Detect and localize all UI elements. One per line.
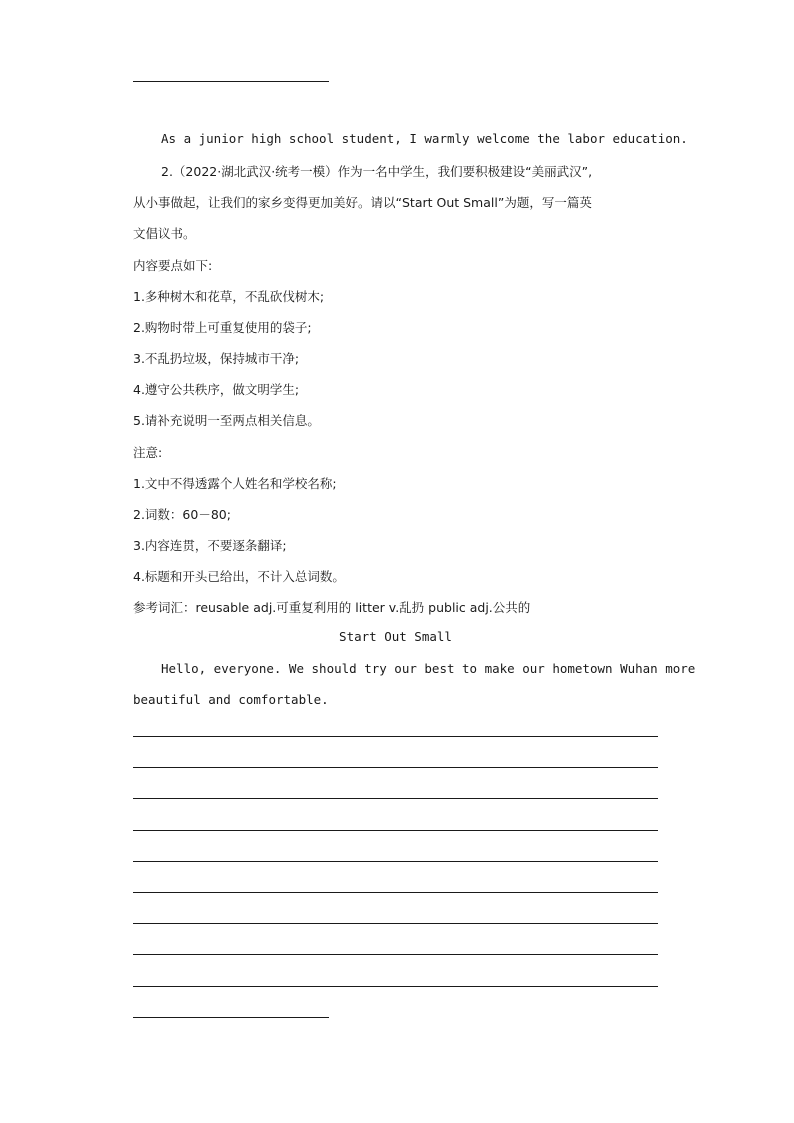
note-item: 2.词数：60－80; [133,507,231,522]
writing-line[interactable] [133,767,658,768]
question-text-line-2: 从小事做起，让我们的家乡变得更加美好。请以“Start Out Small”为题，写一篇英 [133,195,592,210]
note-item: 4.标题和开头已给出，不计入总词数。 [133,569,345,584]
essay-opening-line-1: Hello, everyone. We should try our best to make our hometown Wuhan more [161,661,696,676]
point-item: 3.不乱扔垃圾，保持城市干净; [133,351,300,366]
point-item: 2.购物时带上可重复使用的袋子; [133,320,312,335]
notes-heading: 注意: [133,445,163,460]
note-item: 1.文中不得透露个人姓名和学校名称; [133,476,337,491]
writing-line[interactable] [133,830,658,831]
points-heading: 内容要点如下: [133,258,213,273]
reference-vocabulary: 参考词汇：reusable adj.可重复利用的 litter v.乱扔 public adj.公共的 [133,600,531,615]
writing-line[interactable] [133,861,658,862]
writing-line[interactable] [133,892,658,893]
question-text-line-1: 2.（2022·湖北武汉·统考一模）作为一名中学生，我们要积极建设“美丽武汉”, [161,164,593,179]
answer-line [133,81,329,82]
essay-opening-line-2: beautiful and comfortable. [133,692,329,707]
writing-line[interactable] [133,986,658,987]
writing-line[interactable] [133,736,658,737]
point-item: 4.遵守公共秩序，做文明学生; [133,382,300,397]
previous-answer-conclusion: As a junior high school student, I warmly welcome the labor education. [161,131,688,146]
writing-line[interactable] [133,798,658,799]
question-text-line-3: 文倡议书。 [133,226,196,241]
writing-line[interactable] [133,954,658,955]
note-item: 3.内容连贯，不要逐条翻译; [133,538,287,553]
writing-line-short[interactable] [133,1017,329,1018]
essay-title: Start Out Small [339,629,452,644]
writing-line[interactable] [133,923,658,924]
point-item: 5.请补充说明一至两点相关信息。 [133,413,320,428]
point-item: 1.多种树木和花草，不乱砍伐树木; [133,289,325,304]
